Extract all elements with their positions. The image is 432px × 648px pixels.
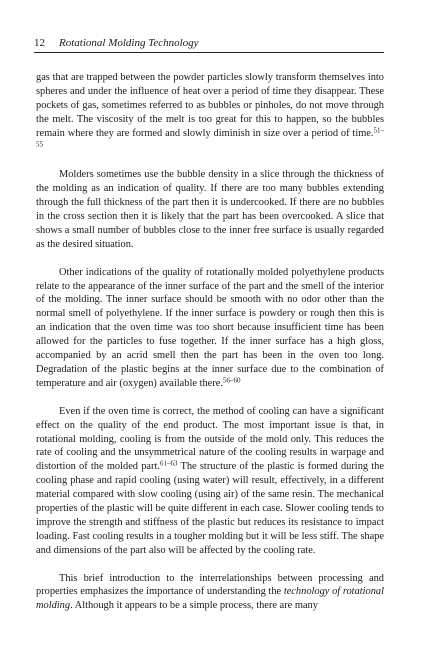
paragraph-5-text-a: This brief introduction to the interrelationships between processing and properties emphasizes the importance of understanding the: [36, 572, 384, 598]
emphasis-term: technology of rotational molding: [36, 586, 385, 612]
body-text: [36, 71, 384, 627]
paragraph-5: [36, 572, 384, 614]
paragraph-3-text: Other indications of the quality of rotationally molded polyethylene products relate to the appearance of the inner surface of the part and the smell of the interior of the molding. The inner surface should be smooth with no odor other than the normal smell of polyethylene. If the inner surface is powdery or rough then this is an indication that the oven time was too short because insufficient time has been allowed for the particles to fuse together. If the inner surface has a high gloss, accompanied by an acrid smell then the part has been in the oven too long. Degradation of the plastic begins at the inner surface due to the combination of temperature and air (oxygen) available there.: [36, 266, 384, 389]
paragraph-4: [36, 405, 384, 558]
paragraph-4-text-b: The structure of the plastic is formed during the cooling phase and rapid cooling (using water) will result, effectively, in a different material compared with slow cooling (using air) of the same resin. The mechanical properties of the plastic will be quite different in each case. Slower cooling tends to improve the strength and stiffness of the plastic but reduces its resistance to impact loading. Fast cooling results in a tougher molding but it will be less stiff. The shape and dimensions of the part also will be affected by the cooling rate.: [36, 461, 384, 556]
running-header: [34, 36, 384, 53]
paragraph-2-text: Molders sometimes use the bubble density in a slice through the thickness of the molding as an indication of quality. If there are too many bubbles extending through the full thickness of the part then it is undercooked. If there are no bubbles in the cross section then it is likely that the part has been overcooked. A slice that shows a small number of bubbles close to the inner free surface is usually regarded as the desired situation.: [36, 169, 384, 250]
paragraph-4-text-a: Even if the oven time is correct, the method of cooling can have a significant effect on the quality of the end product. The most important issue is that, in rotational molding, cooling is from the outside of the mold only. This reduces the rate of cooling and the unsymmetrical nature of the cooling results in warpage and distortion of the molded part.: [36, 405, 384, 473]
paragraph-2: [36, 168, 384, 251]
citation-ref: 51–55: [36, 126, 384, 149]
citation-ref: 61–63: [159, 459, 178, 468]
paragraph-1-text: gas that are trapped between the powder particles slowly transform themselves into spheres and under the influence of heat over a period of time they disappear. These pockets of gas, sometimes referred to as bubbles or pinholes, do not move through the melt. The viscosity of the melt is too great for this to happen, so the bubbles remain where they are formed and slowly diminish in size over a period of time.: [36, 72, 384, 139]
page-number: 12: [34, 37, 45, 49]
paragraph-3: [36, 266, 384, 391]
paragraph-1: [36, 71, 384, 154]
citation-ref: 56–60: [222, 376, 241, 385]
paragraph-5-text-b: . Although it appears to be a simple process, there are many: [70, 600, 318, 612]
running-title: Rotational Molding Technology: [59, 37, 199, 49]
